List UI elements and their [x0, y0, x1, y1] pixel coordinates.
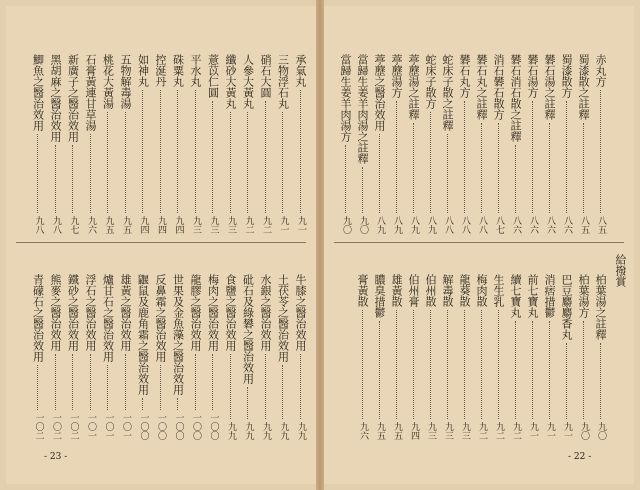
- leader-dots: [583, 321, 585, 419]
- leader-dots: [481, 310, 483, 419]
- toc-entry-page: 九三: [208, 216, 219, 234]
- toc-entry: [407, 54, 420, 234]
- toc-entry-page: 九一: [545, 422, 555, 440]
- toc-entry-title: 蜀漆散之註釋: [577, 54, 590, 120]
- toc-entry-page: 九九: [296, 422, 306, 440]
- toc-entry: [577, 274, 590, 440]
- toc-entry-page: 一〇二: [68, 413, 79, 440]
- toc-entry-title: 桃花大黃湯: [101, 54, 115, 109]
- toc-entry: [458, 274, 471, 440]
- toc-entry-page: 八八: [460, 216, 470, 234]
- toc-entry-title: 葶藶湯之註釋: [407, 54, 420, 120]
- toc-entry: [67, 274, 80, 440]
- toc-entry: [543, 274, 556, 440]
- toc-entry-page: 九八: [33, 216, 44, 234]
- toc-entry-title: 礬石湯方: [526, 54, 539, 98]
- toc-entry-title: 三物浮石丸: [276, 54, 290, 109]
- leader-dots: [282, 112, 284, 213]
- toc-entry-page: 九五: [121, 216, 131, 234]
- toc-entry: [509, 54, 522, 234]
- toc-entry: [294, 54, 307, 234]
- toc-entry-title: 雄黃之醫治效用: [119, 274, 132, 351]
- leader-dots: [107, 112, 109, 213]
- leader-dots: [515, 321, 517, 419]
- toc-entry: [277, 274, 290, 440]
- leader-dots: [55, 354, 57, 410]
- leader-dots: [212, 101, 214, 213]
- toc-entry-page: 一〇〇: [173, 413, 184, 440]
- toc-entry-page: 九五: [392, 422, 402, 440]
- toc-entry: [390, 54, 403, 234]
- toc-entry-page: 九五: [375, 422, 385, 440]
- toc-entry: [509, 274, 522, 440]
- leader-dots: [566, 101, 568, 213]
- toc-entry-page: 九四: [173, 216, 184, 234]
- toc-entry-page: 九三: [443, 422, 453, 440]
- toc-entry-title: 伯州散: [424, 274, 437, 307]
- toc-entry-title: 青礞石之醫治效用: [31, 274, 45, 362]
- toc-entry: [458, 54, 471, 234]
- leader-dots: [177, 398, 179, 410]
- toc-entry-page: 八六: [511, 216, 521, 234]
- toc-entry-title: 伯州膏: [407, 274, 420, 307]
- toc-entry-title: 龍膠之醫治效用: [189, 274, 202, 351]
- toc-entry-title: 薏苡仁圓: [206, 54, 220, 98]
- leader-dots: [532, 321, 534, 419]
- toc-entry: [526, 274, 539, 440]
- leader-dots: [72, 145, 74, 213]
- toc-entry: [356, 274, 369, 440]
- toc-entry-title: 當歸生姜羊肉湯之註釋: [356, 54, 369, 164]
- toc-entry: [189, 274, 202, 440]
- toc-entry-page: 九九: [226, 422, 236, 440]
- toc-entry-page: 一〇〇: [191, 413, 201, 440]
- leader-dots: [345, 145, 347, 213]
- toc-entry-page: 一〇一: [103, 413, 114, 440]
- toc-entry-title: 蜀漆散方: [560, 54, 573, 98]
- toc-entry: [154, 54, 167, 234]
- toc-entry-title: 柏葉湯方: [577, 274, 590, 318]
- leader-dots: [125, 354, 127, 410]
- toc-entry: [154, 274, 167, 440]
- toc-entry: [242, 274, 255, 440]
- leader-dots: [247, 387, 249, 419]
- leader-dots: [177, 90, 179, 213]
- toc-entry-page: 九五: [103, 216, 114, 234]
- toc-entry-title: 爐甘石之醫治效用: [101, 274, 115, 362]
- toc-entry: [441, 54, 454, 234]
- toc-entry-page: 九〇: [341, 216, 351, 234]
- toc-entry: [119, 54, 132, 234]
- toc-entry-page: 九三: [426, 422, 436, 440]
- leader-dots: [265, 354, 267, 419]
- leader-dots: [107, 365, 109, 410]
- leader-dots: [413, 310, 415, 419]
- toc-entry-title: 如神丸: [136, 54, 150, 87]
- toc-entry-title: 礬石丸之註釋: [475, 54, 488, 120]
- page-number: - 22 -: [568, 452, 592, 462]
- leader-dots: [583, 123, 585, 213]
- leader-dots: [37, 365, 39, 410]
- leader-dots: [532, 101, 534, 213]
- toc-entry: [407, 274, 420, 440]
- toc-entry-page: 九〇: [579, 422, 589, 440]
- toc-entry-page: 九〇: [358, 216, 368, 234]
- toc-entry: [49, 54, 62, 234]
- toc-entry-title: 黑胡麻之醫治效用: [49, 54, 62, 142]
- toc-entry-page: 九一: [278, 216, 289, 234]
- toc-entry: [594, 274, 607, 440]
- leader-dots: [72, 354, 74, 410]
- toc-entry-title: 鐵砂之醫治效用: [66, 274, 80, 351]
- toc-entry-page: 八七: [494, 216, 504, 234]
- leader-dots: [125, 112, 127, 213]
- toc-entry-title: 反鼻霜之醫治效用: [154, 274, 167, 362]
- toc-entry-title: 梅肉散: [475, 274, 488, 307]
- toc-entry-page: 九〇: [596, 422, 606, 440]
- toc-entry-title: 梅肉之醫治效用: [206, 274, 220, 351]
- toc-entry-title: 石膏黃連甘草湯: [84, 54, 97, 131]
- toc-entry-page: 九九: [278, 422, 289, 440]
- leader-dots: [362, 310, 364, 419]
- leader-dots: [55, 145, 57, 213]
- toc-entry-title: 食鹽之醫治效用: [224, 274, 237, 351]
- toc-entry-title: 纖砂大黃丸: [224, 54, 237, 109]
- book-gutter: [316, 0, 324, 490]
- toc-entry-title: 世果及金魚藻之醫治效用: [171, 274, 185, 395]
- toc-entry: [543, 54, 556, 234]
- toc-entry-page: 九二: [477, 422, 487, 440]
- toc-entry-page: 九一: [562, 422, 572, 440]
- leader-dots: [481, 123, 483, 213]
- toc-entry-page: 一〇〇: [208, 413, 219, 440]
- leader-dots: [464, 101, 466, 213]
- toc-entry: [242, 54, 255, 234]
- leader-dots: [195, 354, 197, 410]
- toc-entry-page: 一〇二: [51, 413, 61, 440]
- leader-dots: [379, 134, 381, 213]
- toc-entry: [475, 54, 488, 234]
- toc-entry: [102, 54, 115, 234]
- toc-entry: [594, 54, 607, 234]
- toc-entry-page: 九九: [261, 422, 271, 440]
- leader-dots: [600, 90, 602, 213]
- toc-entry-title: 承氣丸: [294, 54, 307, 87]
- toc-entry-title: 赤丸方: [594, 54, 607, 87]
- leader-dots: [515, 145, 517, 213]
- leader-dots: [247, 112, 249, 213]
- toc-entry: [277, 54, 290, 234]
- toc-entry: [207, 274, 220, 440]
- toc-entry: [441, 274, 454, 440]
- leader-dots: [396, 101, 398, 213]
- toc-entry: [49, 274, 62, 440]
- toc-entry: [224, 54, 237, 234]
- toc-entry-title: 柏葉湯之註釋: [594, 274, 607, 340]
- leader-dots: [195, 90, 197, 213]
- toc-entry-title: 蛇床子散方: [424, 54, 437, 109]
- toc-entry-page: 八八: [443, 216, 453, 234]
- toc-entry-page: 九二: [243, 216, 254, 234]
- toc-entry-page: 九七: [68, 216, 79, 234]
- toc-entry: [356, 54, 369, 234]
- toc-entry-page: 九九: [243, 422, 254, 440]
- leader-dots: [300, 354, 302, 419]
- toc-entry: [294, 274, 307, 440]
- toc-entry-page: 九四: [409, 422, 419, 440]
- leader-dots: [498, 310, 500, 419]
- leader-dots: [464, 310, 466, 419]
- leader-dots: [90, 354, 92, 410]
- toc-entry-title: 葶藶湯方: [390, 54, 403, 98]
- toc-entry-page: 八九: [375, 216, 385, 234]
- toc-entry-title: 平水丸: [189, 54, 202, 87]
- leader-dots: [498, 123, 500, 213]
- toc-entry: [119, 274, 132, 440]
- toc-entry-title: 巴豆麝麝香丸: [560, 274, 573, 340]
- toc-entry-page: 一〇一: [121, 413, 131, 440]
- page-number: - 23 -: [44, 452, 68, 462]
- toc-entry-title: 人參大黃丸: [241, 54, 255, 109]
- toc-entry: [32, 274, 45, 440]
- toc-entry: [390, 274, 403, 440]
- toc-entry: [492, 274, 505, 440]
- leader-dots: [447, 134, 449, 213]
- toc-entry-title: 牛膝之醫治效用: [294, 274, 307, 351]
- toc-entry-title: 膿臭措鬱: [373, 274, 386, 318]
- section-header: 給撥賞: [614, 254, 627, 287]
- toc-entry-page: 九八: [51, 216, 61, 234]
- toc-entry: [207, 54, 220, 234]
- toc-entry-page: 九三: [460, 422, 470, 440]
- leader-dots: [549, 321, 551, 419]
- toc-entry-title: 葶藶之醫治效用: [373, 54, 386, 131]
- leader-dots: [600, 343, 602, 419]
- leader-dots: [362, 167, 364, 213]
- toc-entry-title: 雄黃散: [390, 274, 403, 307]
- leader-dots: [142, 398, 144, 410]
- leader-dots: [430, 310, 432, 419]
- toc-entry-title: 五物解毒湯: [119, 54, 132, 109]
- toc-entry: [424, 54, 437, 234]
- toc-entry-page: 八八: [477, 216, 487, 234]
- toc-entry-page: 八九: [426, 216, 436, 234]
- toc-entry-page: 九四: [138, 216, 149, 234]
- toc-entry: [373, 54, 386, 234]
- leader-dots: [212, 354, 214, 410]
- toc-entry-title: 消石礬石散方: [492, 54, 505, 120]
- toc-entry-page: 八九: [392, 216, 402, 234]
- toc-entry-title: 續七寶丸: [509, 274, 522, 318]
- toc-entry: [560, 54, 573, 234]
- toc-entry-page: 一〇一: [86, 413, 96, 440]
- left-page: [6, 6, 316, 484]
- toc-entry-title: 砒石及綠礬之醫治效用: [241, 274, 255, 384]
- toc-entry: [32, 54, 45, 234]
- leader-dots: [230, 112, 232, 213]
- toc-entry-page: 一〇二: [33, 413, 44, 440]
- leader-dots: [142, 90, 144, 213]
- leader-dots: [379, 321, 381, 419]
- toc-entry-page: 九一: [528, 422, 538, 440]
- toc-entry: [137, 274, 150, 440]
- toc-entry-page: 九三: [191, 216, 201, 234]
- toc-entry: [84, 274, 97, 440]
- toc-entry-title: 膏黃散: [356, 274, 369, 307]
- toc-entry-page: 九二: [494, 422, 504, 440]
- toc-entry-page: 九三: [226, 216, 236, 234]
- toc-entry-page: 八九: [409, 216, 419, 234]
- toc-entry: [475, 274, 488, 440]
- section-divider: [16, 242, 306, 243]
- leader-dots: [413, 123, 415, 213]
- toc-entry: [259, 54, 272, 234]
- toc-entry-title: 礬石消石散之註釋: [509, 54, 522, 142]
- toc-entry-title: 硝石大圓: [259, 54, 272, 98]
- toc-entry: [67, 54, 80, 234]
- section-divider: [334, 242, 624, 243]
- toc-entry-page: 八六: [528, 216, 538, 234]
- toc-entry: [424, 274, 437, 440]
- toc-entry-title: 解毒散: [441, 274, 454, 307]
- toc-entry-title: 新廣子之醫治效用: [66, 54, 80, 142]
- leader-dots: [300, 90, 302, 213]
- toc-entry-page: 八五: [579, 216, 589, 234]
- leader-dots: [230, 354, 232, 419]
- toc-entry: [84, 54, 97, 234]
- toc-entry-page: 一〇〇: [156, 413, 166, 440]
- toc-entry: [102, 274, 115, 440]
- toc-entry-title: 硃粟丸: [171, 54, 185, 87]
- toc-entry-page: 八五: [596, 216, 606, 234]
- leader-dots: [566, 343, 568, 419]
- right-page: [324, 6, 634, 484]
- leader-dots: [430, 112, 432, 213]
- toc-entry-page: 九二: [511, 422, 521, 440]
- toc-entry-page: 九二: [261, 216, 271, 234]
- toc-entry-title: 當歸生姜羊肉湯方: [339, 54, 352, 142]
- toc-entry: [339, 54, 352, 234]
- toc-entry-title: 蛇床子散之註釋: [441, 54, 454, 131]
- leader-dots: [396, 310, 398, 419]
- toc-entry: [189, 54, 202, 234]
- toc-entry: [172, 274, 185, 440]
- toc-entry: [259, 274, 272, 440]
- toc-entry: [492, 54, 505, 234]
- leader-dots: [37, 134, 39, 213]
- toc-entry-title: 水銀之醫治效用: [259, 274, 272, 351]
- toc-entry-page: 九一: [296, 216, 306, 234]
- toc-entry-page: 九六: [86, 216, 96, 234]
- toc-entry: [526, 54, 539, 234]
- leader-dots: [160, 90, 162, 213]
- toc-entry-title: 生生乳: [492, 274, 505, 307]
- leader-dots: [549, 123, 551, 213]
- toc-entry: [137, 54, 150, 234]
- toc-entry: [224, 274, 237, 440]
- toc-entry-title: 鼴鼠及鹿角霜之醫治效用: [136, 274, 150, 395]
- toc-entry-title: 鯽魚之醫治效用: [31, 54, 45, 131]
- toc-entry-page: 八六: [545, 216, 555, 234]
- toc-entry-page: 九六: [358, 422, 368, 440]
- toc-entry-title: 前七寶丸: [526, 274, 539, 318]
- leader-dots: [282, 365, 284, 419]
- toc-entry: [577, 54, 590, 234]
- toc-entry-page: 八六: [562, 216, 572, 234]
- toc-entry-title: 控涎丹: [154, 54, 167, 87]
- leader-dots: [265, 101, 267, 213]
- toc-entry-title: 熊麥之醫治效用: [49, 274, 62, 351]
- toc-entry-page: 一〇〇: [138, 413, 149, 440]
- leader-dots: [447, 310, 449, 419]
- leader-dots: [160, 365, 162, 410]
- toc-entry-title: 龍葵散: [458, 274, 471, 307]
- toc-entry-title: 礬石丸方: [458, 54, 471, 98]
- toc-entry: [373, 274, 386, 440]
- toc-entry: [172, 54, 185, 234]
- toc-entry-title: 浮石之醫治效用: [84, 274, 97, 351]
- toc-entry: [560, 274, 573, 440]
- toc-entry-title: 礬石湯之註釋: [543, 54, 556, 120]
- leader-dots: [90, 134, 92, 213]
- toc-entry-title: 土茯苓之醫治效用: [276, 274, 290, 362]
- toc-entry-page: 九四: [156, 216, 166, 234]
- toc-entry-title: 消痞措鬱: [543, 274, 556, 318]
